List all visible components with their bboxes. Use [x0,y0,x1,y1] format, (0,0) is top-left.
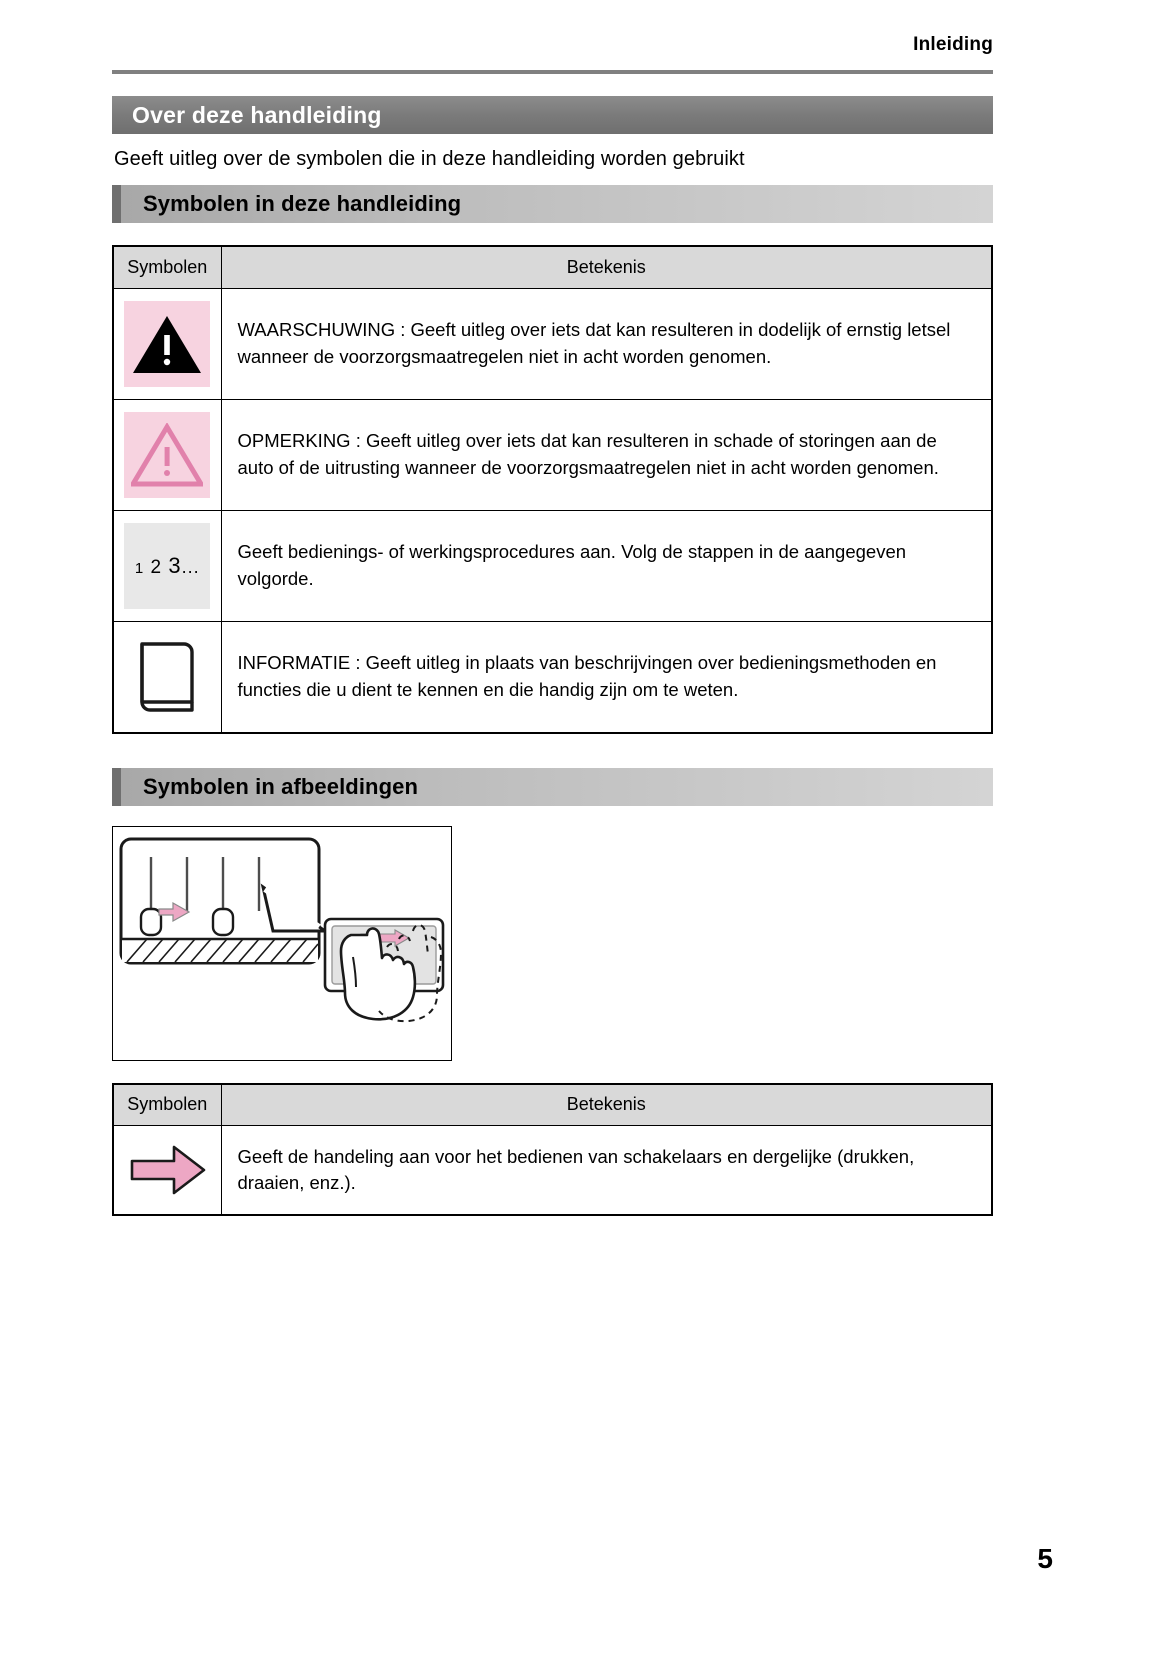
table-row [113,1126,992,1216]
table-row [113,288,992,399]
symbol-cell [113,1126,221,1216]
meaning-cell: INFORMATIE : Geeft uitleg in plaats van beschrijvingen over bedieningsmethoden en functies die u dient te kennen en die handig zijn om te weten. [221,621,992,733]
column-header-meaning: Betekenis [221,246,992,288]
hand-sliding-switch-illustration [112,826,452,1061]
figure-symbols-table [112,1083,993,1217]
table-header-row [113,246,992,288]
table-row [113,621,992,733]
header-divider [112,70,993,74]
warning-triangle-icon [124,301,210,387]
manual-symbols-table [112,245,993,734]
numbered-steps-icon [124,523,210,609]
page-header-chapter: Inleiding [913,34,993,55]
symbol-cell [113,510,221,621]
meaning-cell: OPMERKING : Geeft uitleg over iets dat kan resulteren in schade of storingen aan de auto of de uitrusting wanneer de voorzorgsmaatregelen niet in acht worden genomen. [221,399,992,510]
symbol-cell [113,288,221,399]
about-intro-text: Geeft uitleg over de symbolen die in deze handleiding worden gebruikt [114,148,745,170]
column-header-symbol: Symbolen [113,1084,221,1126]
table-header-row [113,1084,992,1126]
table-row [113,399,992,510]
caution-triangle-icon [124,412,210,498]
table-row [113,510,992,621]
symbol-cell [113,621,221,733]
column-header-symbol: Symbolen [113,246,221,288]
column-header-meaning: Betekenis [221,1084,992,1126]
book-icon [124,634,210,720]
numbered-steps-label: 1 2 3... [134,552,200,578]
meaning-cell: Geeft de handeling aan voor het bedienen van schakelaars en dergelijke (drukken, draaien, enz.). [221,1126,992,1216]
section-title-manual-symbols: Symbolen in deze handleiding [112,185,993,223]
pink-arrow-icon [124,1138,210,1202]
section-title-about: Over deze handleiding [112,96,993,134]
meaning-cell: Geeft bedienings- of werkingsprocedures aan. Volg de stappen in de aangegeven volgorde. [221,510,992,621]
meaning-cell: WAARSCHUWING : Geeft uitleg over iets dat kan resulteren in dodelijk of ernstig letsel wanneer de voorzorgsmaatregelen niet in acht worden genomen. [221,288,992,399]
symbol-cell [113,399,221,510]
page-content [112,96,993,1216]
section-title-figure-symbols: Symbolen in afbeeldingen [112,768,993,806]
page-number: 5 [1037,1543,1053,1574]
